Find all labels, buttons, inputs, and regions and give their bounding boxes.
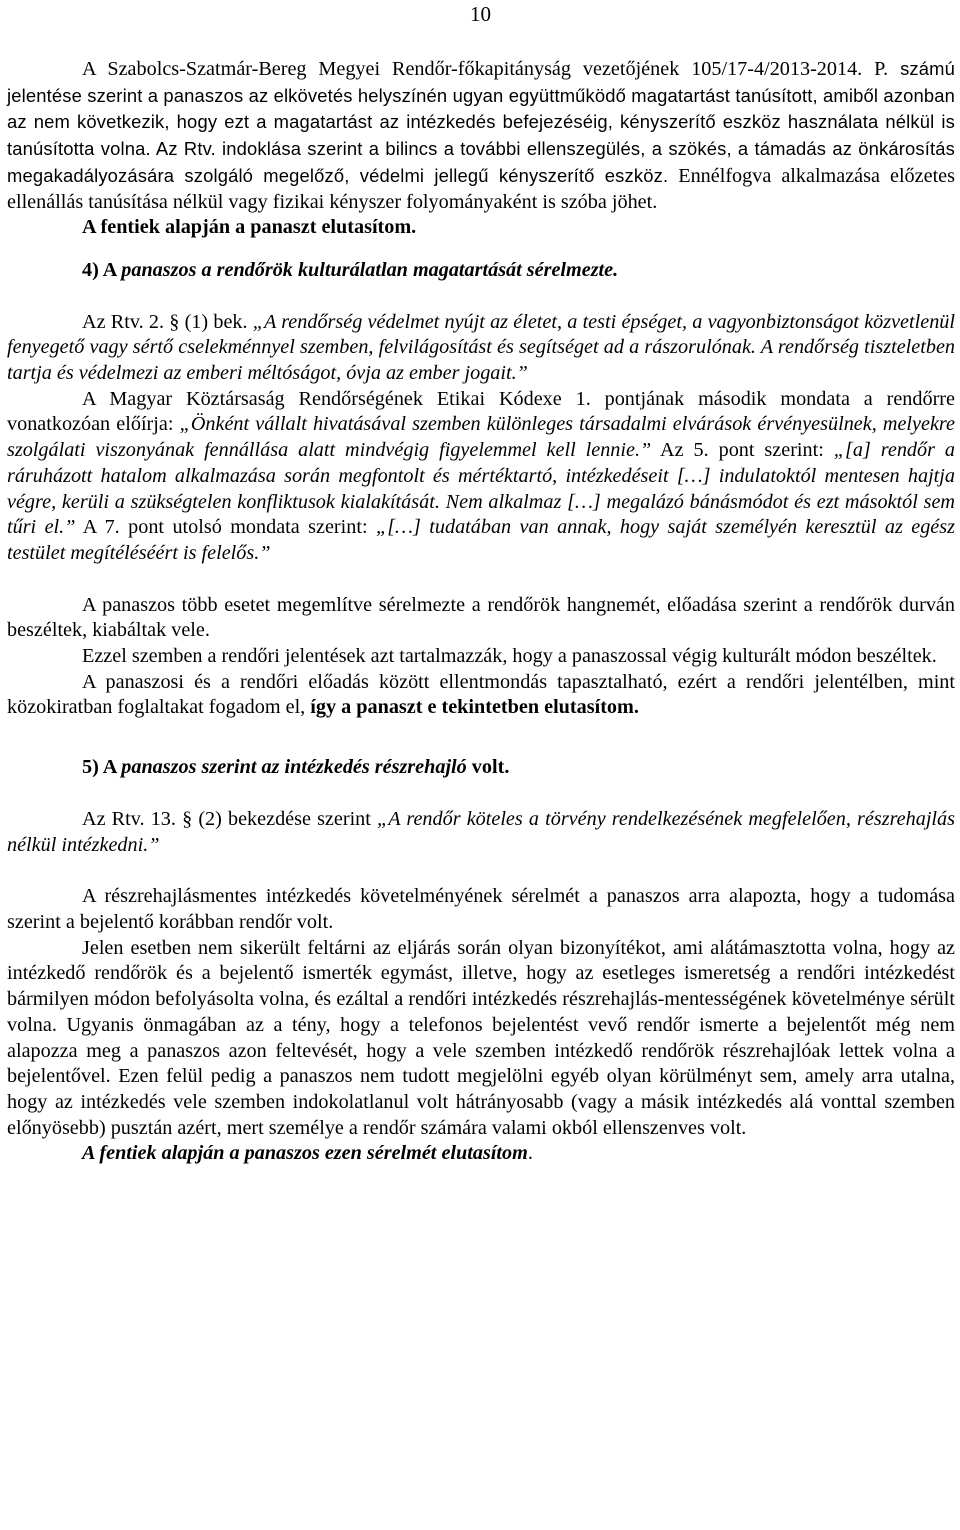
paragraph-rtv-13: Az Rtv. 13. § (2) bekezdése szerint „A rendőr köteles a törvény rendelkezésének megfelelően, részrehajlás nélkül intézkedni.” xyxy=(7,807,955,856)
paragraph-bias-basis: A részrehajlásmentes intézkedés követelményének sérelmét a panaszos arra alapozta, hogy a tudomása szerint a bejelentő korábban rendőr volt. xyxy=(7,885,955,933)
section-heading-5: 5) A panaszos szerint az intézkedés részrehajló volt. xyxy=(82,756,510,779)
page-number: 10 xyxy=(470,2,491,26)
paragraph-rtv-quote xyxy=(7,310,955,387)
paragraph-ethics-code: A Magyar Köztársaság Rendőrségének Etikai Kódexe 1. pontjának második mondata a rendőrre vonatkozóan előírja: „Önként vállalt hivatásával szemben különleges társadalmi elvárások érvényesülnek, melyekre szolgálati viszonyának fennállása alatt mindvégig figyelemmel kell lennie.” Az 5. pont szerint: „[a] rendőr a ráruházott hatalom alkalmazása során megfontolt és mértéktartó, intézkedéseit […] indulatoktól mentesen hajtja végre, kerüli a szükségtelen konfliktusok kialakítását. Nem alkalmaz […] megalázó bánásmódot és ezt másoktól sem tűri el.” A 7. pont utolsó mondata szerint: „[…] tudatában van annak, hogy saját személyén keresztül az egész testület megítéléséért is felelős.” xyxy=(7,387,955,564)
report-reference: A Szabolcs-Szatmár-Bereg Megyei Rendőr-főkapitányság vezetőjének 105/17-4/2013-2014. P. xyxy=(82,58,901,80)
paragraph-contradiction: A panaszosi és a rendőri előadás között ellentmondás tapasztalható, ezért a rendőri jelentélben, mint közokiratban foglaltakat fogadom el, így a panaszt e tekintetben elutasítom. xyxy=(7,670,955,719)
decision-reject-3: A fentiek alapján a panaszos ezen sérelmét elutasítom. xyxy=(82,1142,533,1165)
handcuff-conclusion: Ennélfogva alkalmazása előzetes ellenállás tanúsítása nélkül vagy fizikai kényszer folyományaként is szóba jöhet. xyxy=(7,164,955,213)
paragraph-police-report xyxy=(7,56,955,215)
rtv-justification: indoklása szerint a bilincs a további ellenszegülés, a szökés, a támadás az önkárosítás megakadályozására szolgáló megelőző, védelmi jellegű kényszerítő eszköz. xyxy=(7,138,955,186)
paragraph-complaint-tone: A panaszos több esetet megemlítve sérelmezte a rendőrök hangnemét, előadása szerint a rendőrök durván beszéltek, kiabáltak vele. xyxy=(7,593,955,642)
rtv-reference: Az Rtv. 2. § (1) bek. xyxy=(82,310,253,333)
section-heading-4: 4) A panaszos a rendőrök kulturálatlan magatartását sérelmezte. xyxy=(82,258,619,281)
decision-reject-2: így a panaszt e tekintetben elutasítom. xyxy=(310,696,639,719)
paragraph-police-reports: Ezzel szemben a rendőri jelentések azt tartalmazzák, hogy a panaszossal végig kulturált módon beszéltek. xyxy=(82,645,937,668)
document-body xyxy=(7,56,955,1167)
rtv-quote: „A rendőrség védelmet nyújt az életet, a testi épséget, a vagyonbiztonságot közvetlenül fenyegető vagy sértő cselekménnyel szemben, felvilágosítást és segítséget ad a rászorulónak. A rendőrség tiszteletben tartja és védelmezi az emberi méltóságot, óvja az ember jogait.” xyxy=(7,310,955,385)
decision-reject-1: A fentiek alapján a panaszt elutasítom. xyxy=(82,216,417,239)
report-summary: számú jelentése szerint a panaszos az elkövetés helyszínén ugyan együttműködő magatartást tanúsított, amiből azonban az nem következik, hogy ezt a magatartást az intézkedés befejezéséig, kényszerítő eszköz használata nélkül is tanúsította volna. Az Rtv. xyxy=(7,58,955,160)
paragraph-investigation: Jelen esetben nem sikerült feltárni az eljárás során olyan bizonyítékot, ami alátámasztotta volna, hogy az intézkedő rendőrök és a bejelentő ismerték egymást, illetve, hogy az esetleges ismeretség a rendőri intézkedést bármilyen módon befolyásolta volna, és ezáltal a rendőri intézkedés részrehajlás-mentességének követelménye sérült volna. Ugyanis önmagában az a tény, hogy a telefonos bejelentést vevő rendőr ismerte a bejelentőt még nem alapozza meg a panaszos azon feltevését, hogy a vele szemben intézkedő rendőrök részrehajlóak lettek volna a bejelentővel. Ezen felül pedig a panaszos nem tudott megjelölni egyéb olyan körülményt sem, amely arra utalna, hogy az intézkedés vele szemben indokolatlanul volt hátrányosabb (vagy a másik intézkedés alá vonttal szemben előnyösebb) pusztán azért, mert személye a rendőr számára valami okból ellenszenves volt. xyxy=(7,936,955,1139)
